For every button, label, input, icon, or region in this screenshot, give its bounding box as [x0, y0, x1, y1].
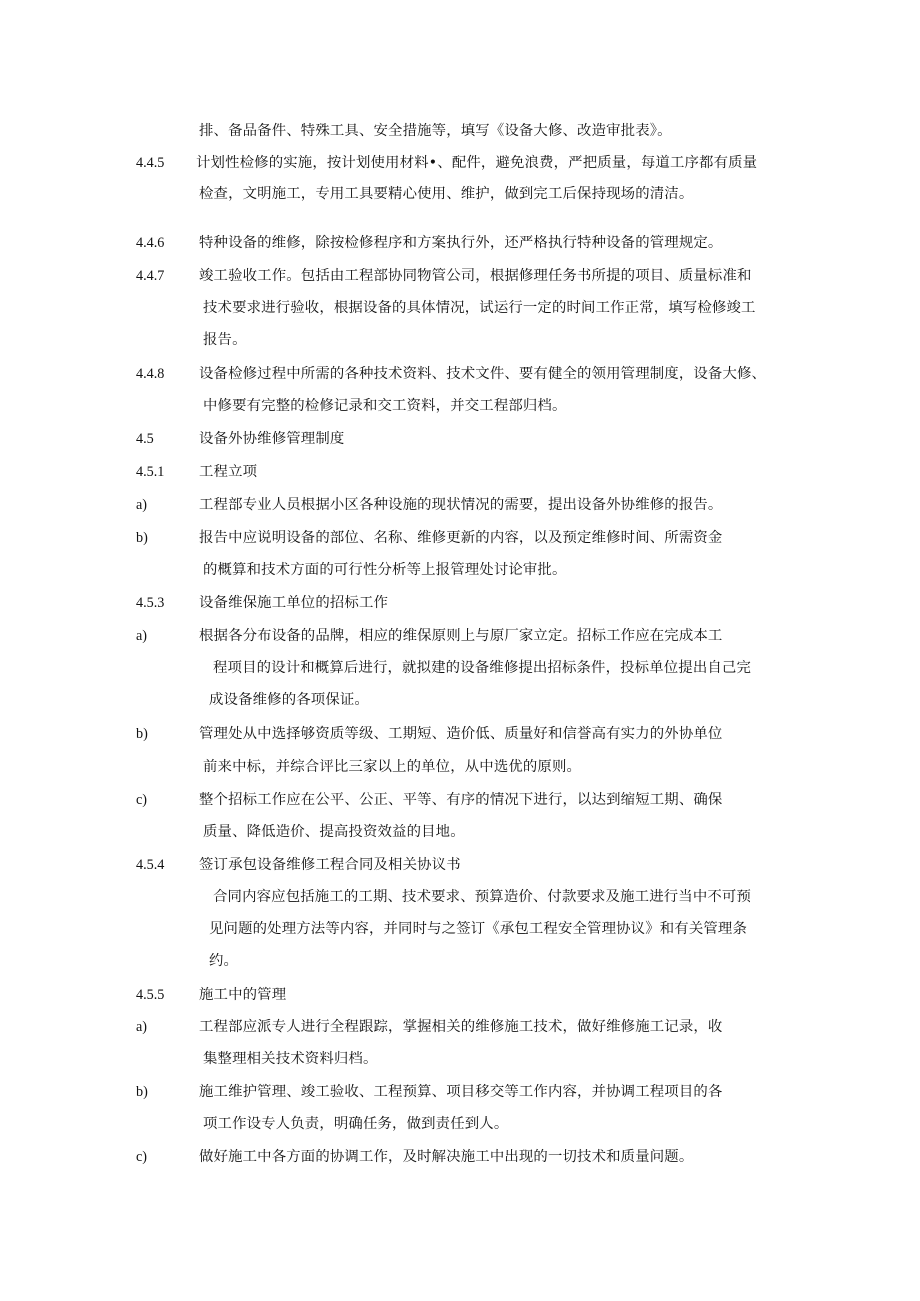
item-marker: b)	[136, 1084, 148, 1100]
clause-number: 4.5.4	[136, 857, 165, 873]
text-line: 根据各分布设备的品牌，相应的维保原则上与原厂家立定。招标工作应在完成本工	[199, 628, 723, 644]
text-line: 技术要求进行验收，根据设备的具体情况，试运行一定的时间工作正常，填写检修竣工	[203, 300, 756, 316]
text-line: 报告中应说明设备的部位、名称、维修更新的内容，以及预定维修时间、所需资金	[199, 530, 723, 546]
item-marker: a)	[136, 1019, 148, 1035]
text-line: 报告。	[203, 332, 247, 348]
subsection-heading: 设备维保施工单位的招标工作	[199, 595, 389, 611]
text-line: 前来中标，并综合评比三家以上的单位，从中选优的原则。	[203, 759, 582, 775]
item-marker: c)	[136, 1149, 148, 1165]
text-line: 程项目的设计和概算后进行，就拟建的设备维修提出招标条件，投标单位提出自己完	[213, 660, 752, 676]
text-line: 中修要有完整的检修记录和交工资料，并交工程部归档。	[203, 398, 567, 414]
text-line: 特种设备的维修，除按检修程序和方案执行外，还严格执行特种设备的管理规定。	[199, 235, 723, 251]
text-line: 工程部应派专人进行全程跟踪，掌握相关的维修施工技术，做好维修施工记录，收	[199, 1019, 723, 1035]
text-line: 项工作设专人负责，明确任务，做到责任到人。	[203, 1116, 509, 1132]
clause-number: 4.4.7	[136, 268, 165, 284]
subsection-heading: 施工中的管理	[199, 987, 287, 1003]
clause-number: 4.5.1	[136, 464, 165, 480]
text-line: 竣工验收工作。包括由工程部协同物管公司，根据修理任务书所提的项目、质量标准和	[199, 268, 752, 284]
clause-number: 4.4.5	[136, 155, 165, 171]
clause-number: 4.4.8	[136, 366, 165, 382]
text-line: 质量、降低造价、提高投资效益的目地。	[203, 824, 465, 840]
subsection-heading: 工程立项	[199, 464, 258, 480]
subsection-heading: 签订承包设备维修工程合同及相关协议书	[199, 857, 461, 873]
section-heading: 设备外协维修管理制度	[199, 431, 345, 447]
clause-number: 4.4.6	[136, 235, 165, 251]
text-line: 设备检修过程中所需的各种技术资料、技术文件、要有健全的领用管理制度，设备大修、	[199, 366, 767, 382]
text-line: 集整理相关技术资料归档。	[203, 1051, 378, 1067]
item-marker: a)	[136, 628, 148, 644]
text-line: 工程部专业人员根据小区各种设施的现状情况的需要，提出设备外协维修的报告。	[199, 497, 723, 513]
item-marker: a)	[136, 497, 148, 513]
text-line: 计划性检修的实施，按计划使用材料•、配件，避免浪费，严把质量，每道工序都有质量	[196, 155, 758, 171]
item-marker: b)	[136, 726, 148, 742]
clause-number: 4.5	[136, 431, 154, 447]
text-line: 见问题的处理方法等内容，并同时与之签订《承包工程安全管理协议》和有关管理条	[209, 921, 748, 937]
item-marker: c)	[136, 792, 148, 808]
clause-number: 4.5.5	[136, 987, 165, 1003]
text-line: 合同内容应包括施工的工期、技术要求、预算造价、付款要求及施工进行当中不可预	[213, 889, 752, 905]
text-line: 管理处从中选择够资质等级、工期短、造价低、质量好和信誉高有实力的外协单位	[199, 726, 723, 742]
text-line: 的概算和技术方面的可行性分析等上报管理处讨论审批。	[203, 562, 567, 578]
clause-number: 4.5.3	[136, 595, 165, 611]
item-marker: b)	[136, 530, 148, 546]
text-line: 检查，文明施工，专用工具要精心使用、维护，做到完工后保持现场的清洁。	[199, 186, 694, 202]
text-line: 排、备品备件、特殊工具、安全措施等，填写《设备大修、改造审批表》。	[199, 123, 672, 139]
text-line: 做好施工中各方面的协调工作，及时解决施工中出现的一切技术和质量问题。	[199, 1149, 694, 1165]
text-line: 整个招标工作应在公平、公正、平等、有序的情况下进行，以达到缩短工期、确保	[199, 792, 723, 808]
text-line: 成设备维修的各项保证。	[209, 692, 369, 708]
text-line: 施工维护管理、竣工验收、工程预算、项目移交等工作内容，并协调工程项目的各	[199, 1084, 723, 1100]
text-line: 约。	[209, 953, 239, 969]
